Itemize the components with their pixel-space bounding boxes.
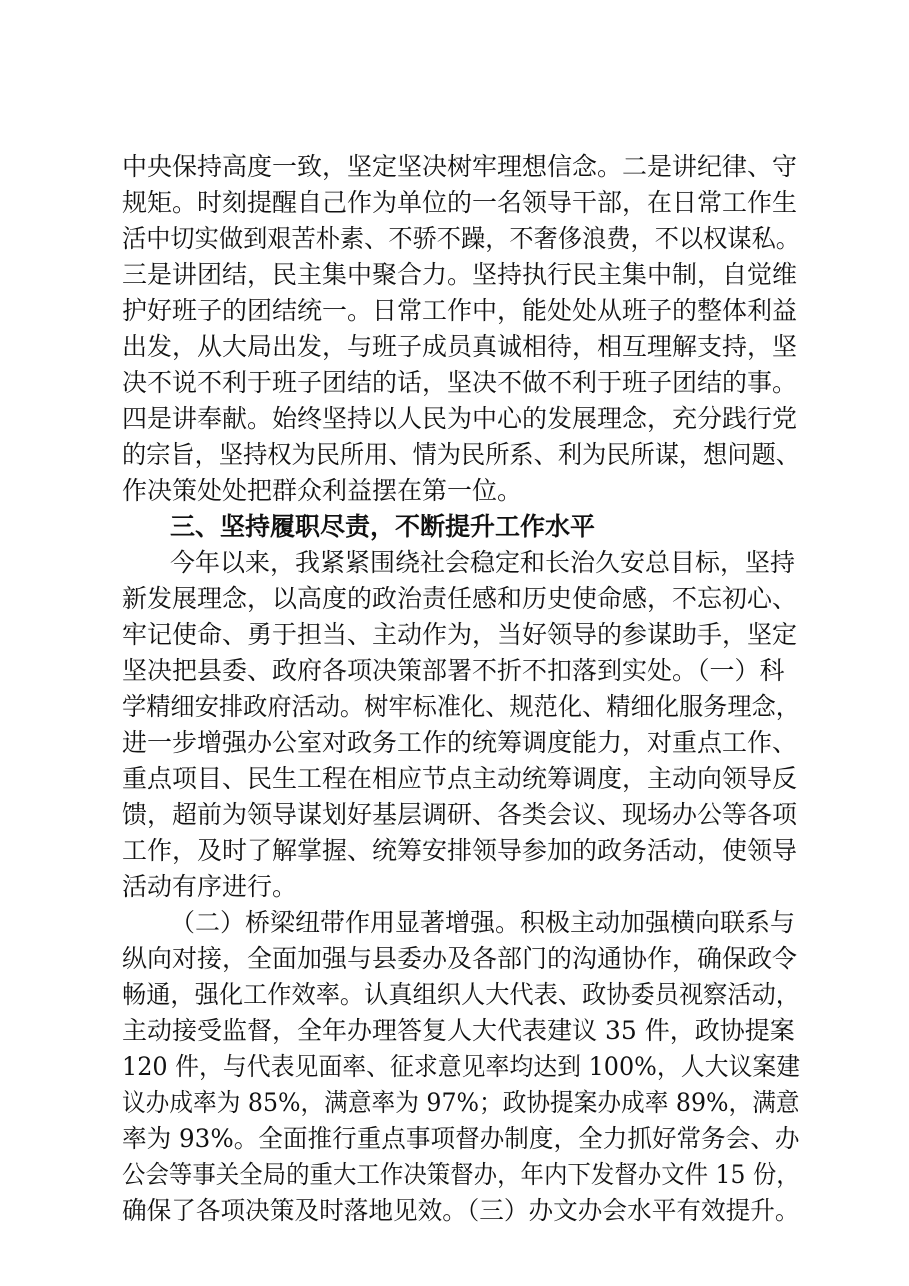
text-line-1: 中央保持高度一致，坚定坚决树牢理想信念。二是讲纪律、守 [122, 152, 798, 181]
text-line-24: 畅通，强化工作效率。认真组织人大代表、政协委员视察活动， [122, 980, 801, 1009]
text-line-26: 120 件，与代表见面率、征求意见率均达到 100%，人大议案建 [122, 1052, 801, 1081]
text-line-12: 今年以来，我紧紧围绕社会稳定和长治久安总目标，坚持 [170, 548, 796, 577]
text-line-16: 学精细安排政府活动。树牢标准化、规范化、精细化服务理念， [122, 692, 801, 721]
text-line-29: 公会等事关全局的重大工作决策督办，年内下发督办文件 15 份， [122, 1160, 800, 1189]
text-line-17: 进一步增强办公室对政务工作的统筹调度能力，对重点工作、 [122, 728, 798, 757]
text-line-5: 护好班子的团结统一。日常工作中，能处处从班子的整体利益 [122, 296, 798, 325]
section-heading: 三、坚持履职尽责，不断提升工作水平 [170, 512, 596, 541]
text-line-10: 作决策处处把群众利益摆在第一位。 [122, 476, 523, 505]
text-line-3: 活中切实做到艰苦朴素、不骄不躁，不奢侈浪费，不以权谋私。 [122, 224, 801, 253]
text-line-2: 规矩。时刻提醒自己作为单位的一名领导干部，在日常工作生 [122, 188, 798, 217]
text-line-19: 馈，超前为领导谋划好基层调研、各类会议、现场办公等各项 [122, 800, 798, 829]
text-line-30: 确保了各项决策及时落地见效。（三）办文办会水平有效提升。 [122, 1196, 800, 1225]
text-line-22: （二）桥梁纽带作用显著增强。积极主动加强横向联系与 [170, 908, 796, 937]
text-line-28: 率为 93%。全面推行重点事项督办制度，全力抓好常务会、办 [122, 1124, 800, 1153]
text-line-8: 四是讲奉献。始终坚持以人民为中心的发展理念，充分践行党 [122, 404, 798, 433]
text-line-4: 三是讲团结，民主集中聚合力。坚持执行民主集中制，自觉维 [122, 260, 798, 289]
text-line-25: 主动接受监督，全年办理答复人大代表建议 35 件，政协提案 [122, 1016, 795, 1045]
text-line-18: 重点项目、民生工程在相应节点主动统筹调度，主动向领导反 [122, 764, 798, 793]
text-line-21: 活动有序进行。 [122, 872, 298, 901]
text-line-13: 新发展理念，以高度的政治责任感和历史使命感，不忘初心、 [122, 584, 798, 613]
text-line-23: 纵向对接，全面加强与县委办及各部门的沟通协作，确保政令 [122, 944, 798, 973]
text-line-15: 坚决把县委、政府各项决策部署不折不扣落到实处。（一）科 [122, 656, 785, 685]
text-line-9: 的宗旨，坚持权为民所用、情为民所系、利为民所谋，想问题、 [122, 440, 801, 469]
text-line-14: 牢记使命、勇于担当、主动作为，当好领导的参谋助手，坚定 [122, 620, 798, 649]
text-line-6: 出发，从大局出发，与班子成员真诚相待，相互理解支持，坚 [122, 332, 798, 361]
text-line-7: 决不说不利于班子团结的话，坚决不做不利于班子团结的事。 [122, 368, 798, 397]
text-line-20: 工作，及时了解掌握、统筹安排领导参加的政务活动，使领导 [122, 836, 798, 865]
text-line-27: 议办成率为 85%，满意率为 97%；政协提案办成率 89%，满意 [122, 1088, 800, 1117]
